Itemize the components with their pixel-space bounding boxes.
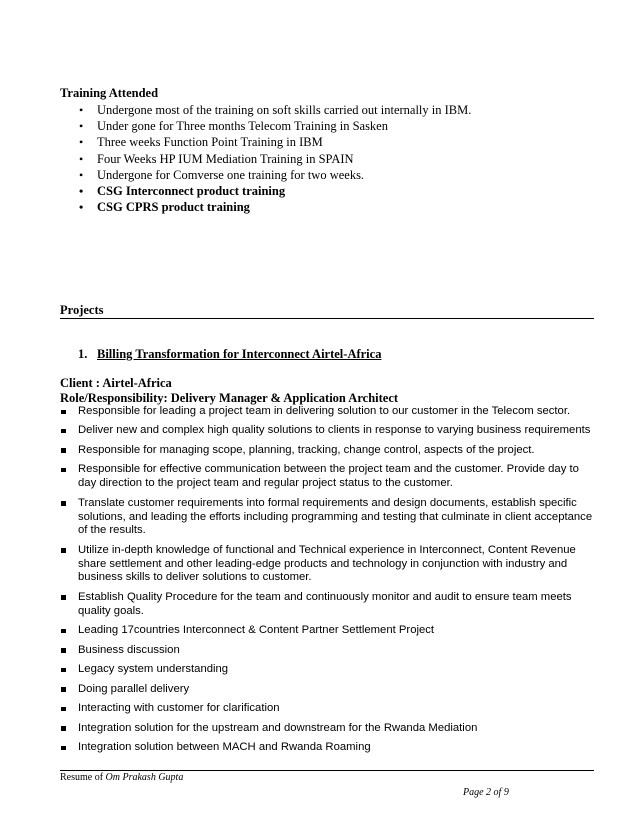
training-list xyxy=(60,102,471,215)
responsibility-item xyxy=(60,463,594,491)
training-item-text: CSG CPRS product training xyxy=(97,200,250,215)
training-item-text: Four Weeks HP IUM Mediation Training in SPAIN xyxy=(97,151,354,166)
bullet-icon: • xyxy=(79,119,84,134)
square-bullet-icon xyxy=(61,648,66,653)
responsibility-text: Leading 17countries Interconnect & Content Partner Settlement Project xyxy=(78,624,435,637)
training-item-text: CSG Interconnect product training xyxy=(97,183,286,198)
responsibility-text: Integration solution for the upstream and downstream for the Rwanda Mediation xyxy=(78,721,478,734)
training-item xyxy=(60,151,471,167)
responsibility-item xyxy=(60,591,594,619)
projects-divider xyxy=(60,318,594,319)
responsibility-item xyxy=(60,497,594,538)
bullet-icon: • xyxy=(79,200,84,215)
footer-page-number: Page 2 of 9 xyxy=(463,787,509,798)
responsibility-text: Integration solution between MACH and Rwanda Roaming xyxy=(78,741,371,754)
responsibility-text: Doing parallel delivery xyxy=(78,682,190,695)
responsibility-text: Interacting with customer for clarification xyxy=(78,702,280,715)
square-bullet-icon xyxy=(61,707,66,712)
training-item-text: Undergone for Comverse one training for two weeks. xyxy=(97,167,365,182)
responsibility-item xyxy=(60,624,594,638)
responsibility-item xyxy=(60,722,594,736)
square-bullet-icon xyxy=(61,410,66,415)
project-client: Client : Airtel-Africa xyxy=(60,376,172,390)
training-item xyxy=(60,183,471,199)
square-bullet-icon xyxy=(61,548,66,553)
bullet-icon: • xyxy=(79,135,84,150)
bullet-icon: • xyxy=(79,167,84,182)
training-item-text: Under gone for Three months Telecom Training in Sasken xyxy=(97,119,388,134)
responsibility-item xyxy=(60,444,594,458)
footer-author xyxy=(60,772,183,783)
bullet-icon: • xyxy=(79,183,84,198)
responsibility-item xyxy=(60,544,594,585)
projects-section-title: Projects xyxy=(60,303,104,317)
footer-divider xyxy=(60,770,594,771)
square-bullet-icon xyxy=(61,629,66,634)
training-item xyxy=(60,102,471,118)
training-item xyxy=(60,199,471,215)
footer-prefix: Resume of xyxy=(60,772,106,783)
responsibility-item xyxy=(60,683,594,697)
responsibility-item xyxy=(60,741,594,755)
responsibility-text: Responsible for leading a project team in delivering solution to our customer in the Telecom sector. xyxy=(78,405,571,417)
responsibility-text: Business discussion xyxy=(78,643,180,656)
project-heading xyxy=(78,347,381,362)
responsibility-text: Utilize in-depth knowledge of functional and Technical experience in Interconnect, Content Revenue share settlement and other leading-edge products and technology in conjunction with industry and business skills to deliver solutions to customer. xyxy=(78,543,576,584)
training-item-text: Undergone most of the training on soft skills carried out internally in IBM. xyxy=(97,103,472,117)
responsibility-item xyxy=(60,702,594,716)
responsibility-list xyxy=(60,405,594,761)
responsibility-item xyxy=(60,663,594,677)
responsibility-text: Legacy system understanding xyxy=(78,663,229,676)
square-bullet-icon xyxy=(61,501,66,506)
training-section-title: Training Attended xyxy=(60,86,159,100)
responsibility-text: Deliver new and complex high quality solutions to clients in response to varying business requirements xyxy=(78,424,591,437)
square-bullet-icon xyxy=(61,468,66,473)
responsibility-text: Responsible for effective communication between the project team and the customer. Provide day to day direction to the project team and regular project status to the customer. xyxy=(78,463,579,490)
square-bullet-icon xyxy=(61,595,66,600)
bullet-icon: • xyxy=(79,151,84,166)
responsibility-text: Establish Quality Procedure for the team and continuously monitor and audit to ensure team meets quality goals. xyxy=(78,590,572,617)
project-name: Billing Transformation for Interconnect Airtel-Africa xyxy=(97,347,382,361)
responsibility-item xyxy=(60,405,594,419)
responsibility-text: Translate customer requirements into formal requirements and design documents, establish specific solutions, and leading the efforts including programming and testing that culminate in client acceptance of the results. xyxy=(78,496,593,537)
training-item xyxy=(60,134,471,150)
training-item xyxy=(60,118,471,134)
square-bullet-icon xyxy=(61,668,66,673)
bullet-icon: • xyxy=(79,103,84,117)
square-bullet-icon xyxy=(61,448,66,453)
training-item-text: Three weeks Function Point Training in IBM xyxy=(97,135,323,150)
responsibility-item xyxy=(60,644,594,658)
footer-author-name: Om Prakash Gupta xyxy=(105,772,184,783)
square-bullet-icon xyxy=(61,726,66,731)
project-role: Role/Responsibility: Delivery Manager & Application Architect xyxy=(60,391,399,405)
square-bullet-icon xyxy=(61,687,66,692)
responsibility-item xyxy=(60,424,594,438)
square-bullet-icon xyxy=(61,429,66,434)
square-bullet-icon xyxy=(61,746,66,751)
project-number: 1. xyxy=(78,347,88,361)
responsibility-text: Responsible for managing scope, planning, tracking, change control, aspects of the project. xyxy=(78,443,535,456)
training-item xyxy=(60,167,471,183)
